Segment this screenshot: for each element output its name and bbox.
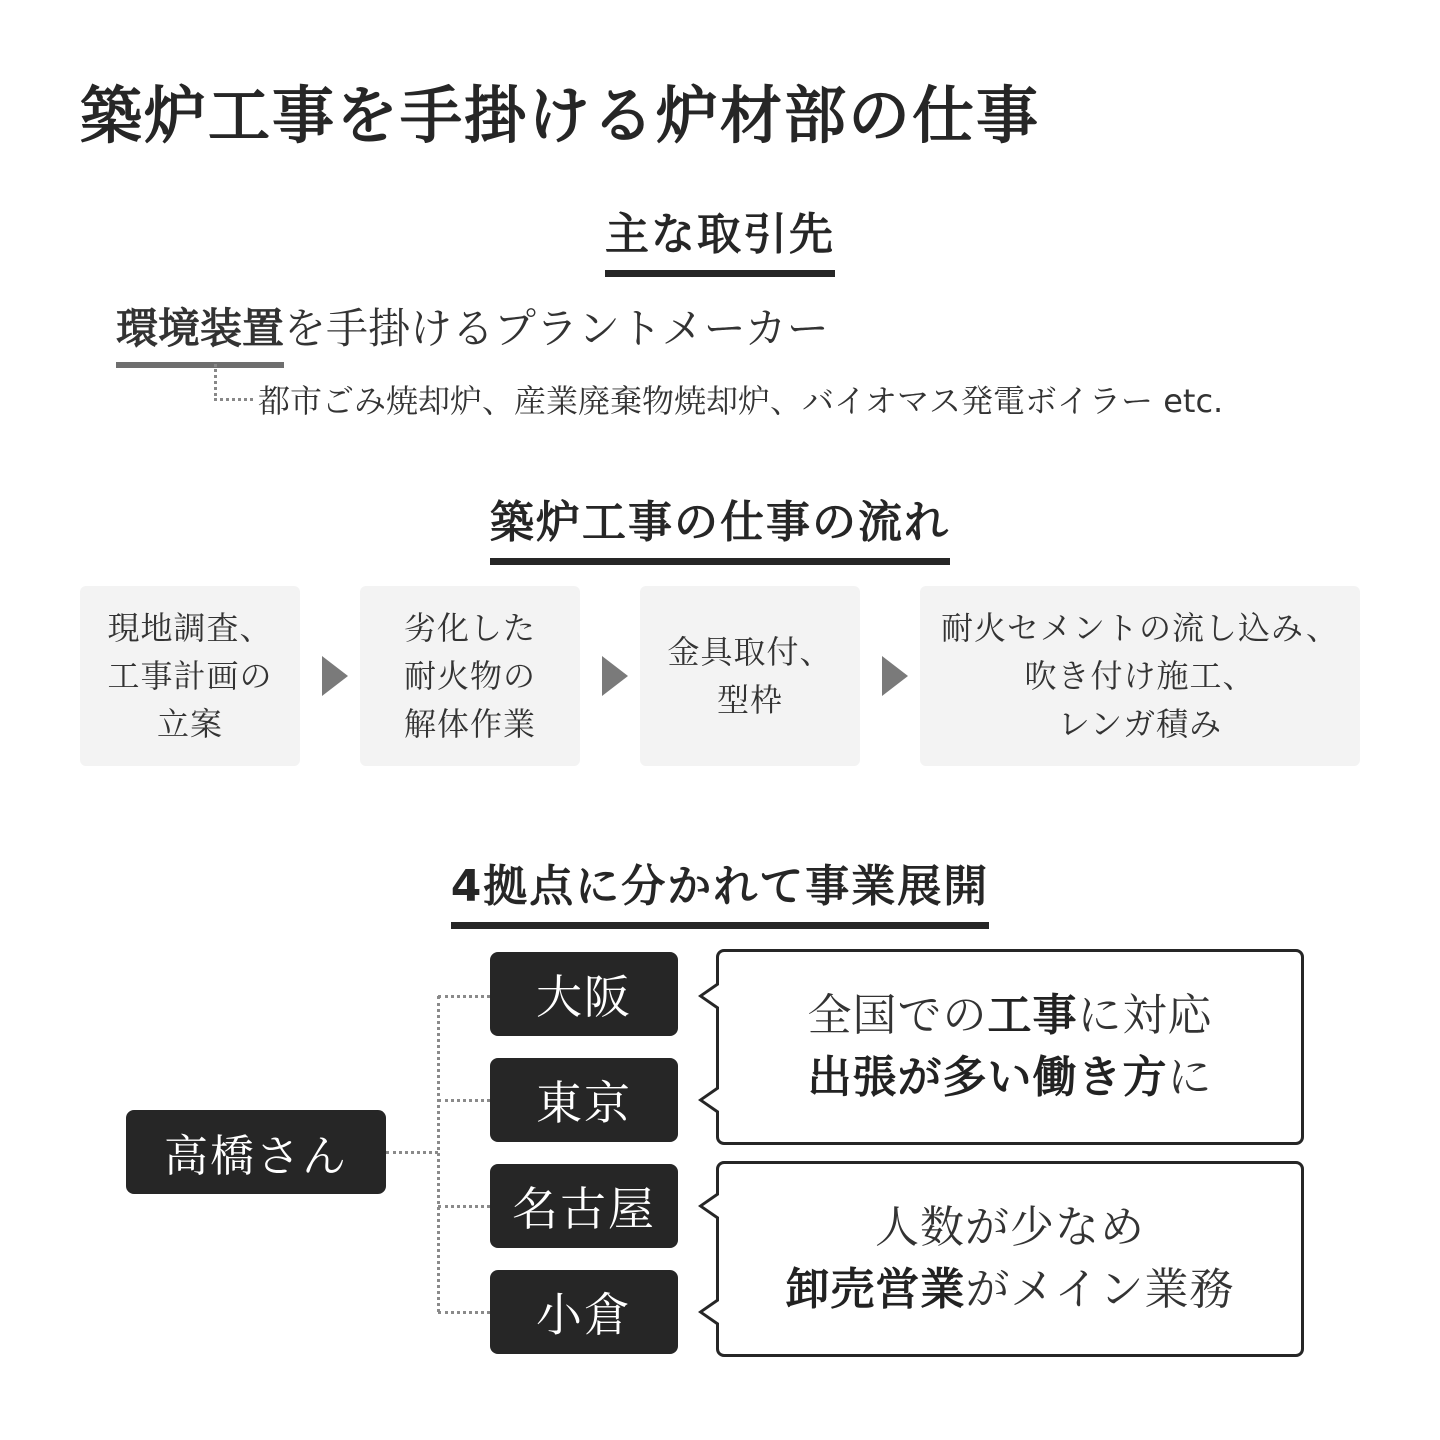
flow-step-2: 劣化した 耐火物の 解体作業 <box>360 586 580 766</box>
note-text-bold: 出張が多い働き方 <box>807 1052 1168 1103</box>
client-line-rest: を手掛けるプラントメーカー <box>284 304 829 353</box>
arrow-right-icon <box>602 656 628 696</box>
connector-line <box>438 995 490 998</box>
bases-heading: 4拠点に分かれて事業展開 <box>451 850 990 929</box>
note-2-line-1: 人数が少なめ <box>875 1202 1145 1253</box>
bubble-tail <box>703 1089 719 1111</box>
client-connector <box>214 364 253 401</box>
note-2-line-2 <box>785 1259 1234 1321</box>
note-1-line-1 <box>808 985 1213 1047</box>
branch-tokyo: 東京 <box>490 1058 678 1142</box>
flow-step-3: 金具取付、 型枠 <box>640 586 860 766</box>
client-highlight: 環境装置 <box>116 296 284 368</box>
note-text: に <box>1167 1052 1213 1103</box>
note-text-bold: 卸売営業 <box>785 1264 966 1315</box>
person-label: 高橋さん <box>126 1110 386 1194</box>
note-1-line-2 <box>808 1047 1213 1109</box>
flow-step-1: 現地調査、 工事計画の 立案 <box>80 586 300 766</box>
note-text: 全国での <box>807 990 988 1041</box>
arrow-right-icon <box>322 656 348 696</box>
connector-line <box>437 996 440 1312</box>
connector-line <box>438 1205 490 1208</box>
bubble-tail <box>703 1195 719 1217</box>
note-text: に対応 <box>1077 990 1213 1041</box>
arrow-right-icon <box>882 656 908 696</box>
branch-nagoya: 名古屋 <box>490 1164 678 1248</box>
bubble-tail <box>703 985 719 1007</box>
bases-heading-wrap <box>0 850 1440 929</box>
connector-line <box>438 1099 490 1102</box>
clients-heading-wrap <box>0 198 1440 277</box>
note-bubble-1 <box>716 949 1304 1145</box>
note-text-bold: 工事 <box>987 990 1078 1041</box>
page-title: 築炉工事を手掛ける炉材部の仕事 <box>80 79 1041 152</box>
flow-heading-wrap <box>0 486 1440 565</box>
flow-heading: 築炉工事の仕事の流れ <box>490 486 950 565</box>
client-line <box>116 296 829 368</box>
note-text: がメイン業務 <box>965 1264 1235 1315</box>
connector-line <box>386 1151 438 1154</box>
note-bubble-2 <box>716 1161 1304 1357</box>
client-examples: 都市ごみ焼却炉、産業廃棄物焼却炉、バイオマス発電ボイラー etc. <box>258 382 1224 420</box>
bubble-tail <box>703 1301 719 1323</box>
connector-line <box>438 1311 490 1314</box>
branch-osaka: 大阪 <box>490 952 678 1036</box>
branch-kokura: 小倉 <box>490 1270 678 1354</box>
flow-step-4: 耐火セメントの流し込み、 吹き付け施工、 レンガ積み <box>920 586 1360 766</box>
clients-heading: 主な取引先 <box>605 198 835 277</box>
